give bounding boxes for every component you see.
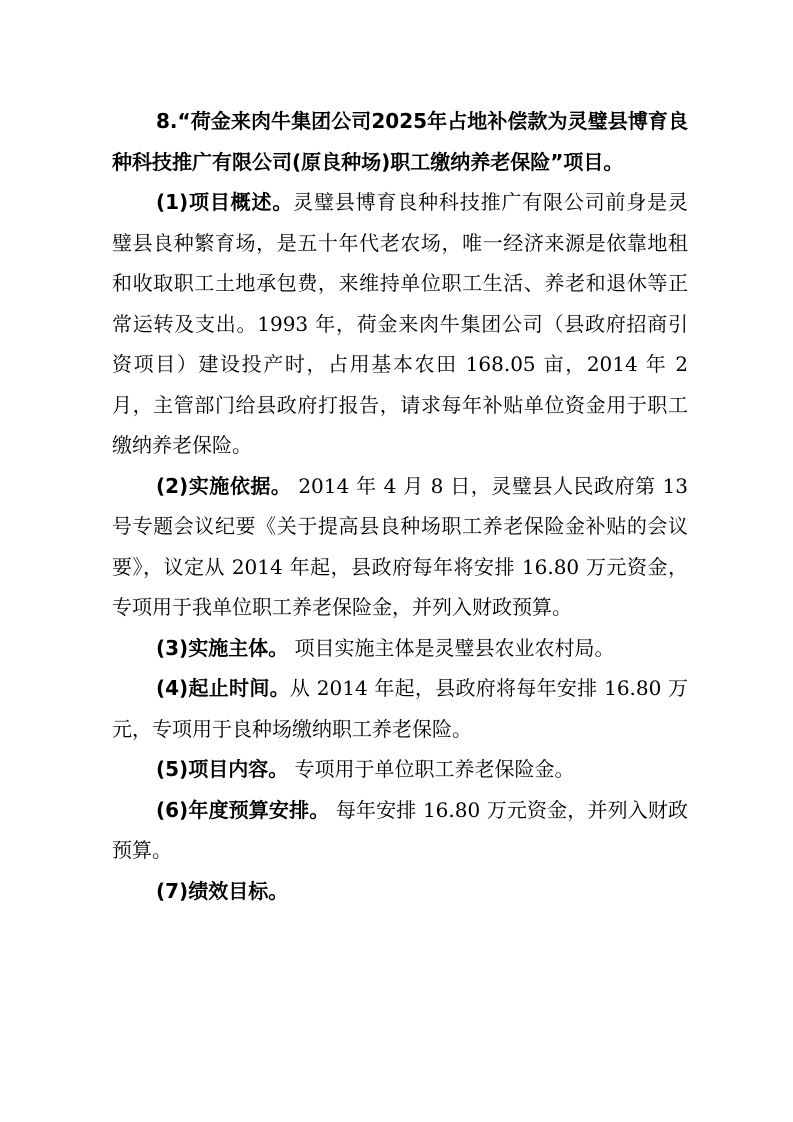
section-text: 项目实施主体是灵璧县农业农村局。: [288, 635, 615, 660]
section-goals: [112, 871, 688, 912]
section-heading: (4)起止时间。: [156, 676, 290, 700]
section-heading: (1)项目概述。: [156, 190, 294, 214]
section-heading: (2)实施依据。: [156, 473, 292, 498]
document-title: 8.“荷金来肉牛集团公司2025年占地补偿款为灵璧县博育良种科技推广有限公司(原良种场)职工缴纳养老保险”项目。: [112, 109, 688, 174]
document-page: [112, 101, 688, 911]
section-text: 从 2014 年起，县政府将每年安排 16.80 万元，专项用于良种场缴纳职工养老保险。: [112, 676, 688, 741]
section-budget: [112, 790, 688, 871]
section-period: [112, 668, 688, 749]
section-heading: (5)项目内容。: [156, 757, 289, 781]
section-implementer: [112, 628, 688, 669]
section-text: 灵璧县博育良种科技推广有限公司前身是灵璧县良种繁育场，是五十年代老农场，唯一经济来源是依靠地租和收取职工土地承包费，来维持单位职工生活、养老和退休等正常运转及支出。1993 年，荷金来肉牛集团公司（县政府招商引资项目）建设投产时，占用基本农田 168.05 亩，2014 年 2 月，主管部门给县政府打报告，请求每年补贴单位资金用于职工缴纳养老保险。: [112, 190, 689, 457]
section-text: 2014 年 4 月 8 日，灵璧县人民政府第 13 号专题会议纪要《关于提高县良种场职工养老保险金补贴的会议要》，议定从 2014 年起，县政府每年将安排 16.80 万元资金，专项用于我单位职工养老保险金，并列入财政预算。: [112, 473, 688, 619]
section-heading: (6)年度预算安排。: [156, 797, 330, 822]
section-heading: (3)实施主体。: [156, 635, 289, 660]
section-text: 专项用于单位职工养老保险金。: [288, 757, 575, 781]
section-text: 每年安排 16.80 万元资金，并列入财政预算。: [112, 797, 688, 862]
section-content: [112, 749, 688, 790]
section-basis: [112, 466, 688, 628]
section-overview: [112, 182, 688, 466]
section-heading: (7)绩效目标。: [156, 878, 289, 903]
